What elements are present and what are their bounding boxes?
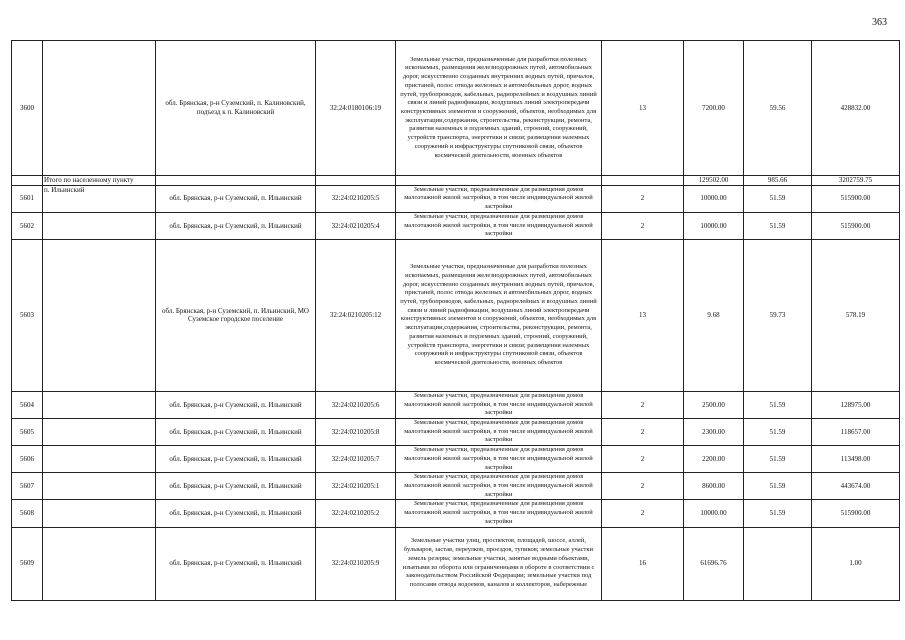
locality-cell — [43, 527, 156, 600]
row-number-cell: 5603 — [12, 239, 43, 391]
use-group-code-cell — [602, 176, 684, 186]
land-cadastral-table — [11, 40, 900, 601]
locality-cell — [43, 419, 156, 446]
area-cell: 7200.00 — [684, 41, 744, 176]
use-group-code-cell: 2 — [602, 419, 684, 446]
use-group-code-cell: 2 — [602, 391, 684, 418]
cadastral-rate-cell: 51.59 — [744, 212, 812, 239]
row-number-cell: 5608 — [12, 500, 43, 527]
cadastral-value-cell: 1.00 — [812, 527, 900, 600]
area-cell: 9.68 — [684, 239, 744, 391]
cadastral-rate-cell: 59.56 — [744, 41, 812, 176]
use-group-code-cell: 16 — [602, 527, 684, 600]
area-cell: 10000.00 — [684, 500, 744, 527]
table-row — [12, 419, 900, 446]
cadastral-value-cell: 113498.00 — [812, 446, 900, 473]
table-row — [12, 473, 900, 500]
cadastral-rate-cell: 51.59 — [744, 446, 812, 473]
cadastral-value-cell: 3202759.75 — [812, 176, 900, 186]
locality-cell — [43, 212, 156, 239]
row-number-cell: 5607 — [12, 473, 43, 500]
address-cell: обл. Брянская, р-н Суземский, п. Ильинский — [156, 473, 316, 500]
total-label-cell: Итого по населенному пункту — [43, 176, 156, 186]
cadastral-value-cell: 118657.00 — [812, 419, 900, 446]
locality-cell — [43, 391, 156, 418]
area-cell: 129502.00 — [684, 176, 744, 186]
use-group-code-cell: 13 — [602, 41, 684, 176]
area-cell: 10000.00 — [684, 212, 744, 239]
cadastral-value-cell: 443674.00 — [812, 473, 900, 500]
row-number-cell: 3600 — [12, 41, 43, 176]
area-cell: 10000.00 — [684, 185, 744, 212]
address-cell: обл. Брянская, р-н Суземский, п. Ильинский — [156, 391, 316, 418]
land-use-description-cell: Земельные участки, предназначенные для размещения домов малоэтажной жилой застройки, в том числе индивидуальной жилой застройки — [396, 419, 602, 446]
cadastral-value-cell: 128975.00 — [812, 391, 900, 418]
cadastral-rate-cell: 985.66 — [744, 176, 812, 186]
land-use-description-cell: Земельные участки улиц, проспектов, площадей, шоссе, аллей, бульваров, застав, переулков, проездов, тупиков; земельные участки земель резерва; земельные участки, занятые водными объектами, изъятыми из оборота или ограниченными в обороте в соответствии с законодательством Российской Федерации; земельные участки под полосами отвода водоемов, каналов и коллекторов, набережные — [396, 527, 602, 600]
row-number-cell: 5609 — [12, 527, 43, 600]
cadastral-rate-cell: 51.59 — [744, 473, 812, 500]
cadastral-rate-cell: 51.59 — [744, 500, 812, 527]
cadastral-number-cell: 32:24:0210205:7 — [316, 446, 396, 473]
use-group-code-cell: 2 — [602, 500, 684, 527]
land-use-description-cell: Земельные участки, предназначенные для разработки полезных ископаемых, размещения железнодорожных путей, автомобильных дорог, искусственно созданных внутренних водных путей, причалов, пристаней, полос отвода железных и автомобильных дорог, водных путей, трубопроводов, кабельных, радиорелейных и воздушных линий связи и линий радиофикации, воздушных линий электропередачи конструктивных элементов и сооружений, объектов, необходимых для эксплуатации,содержания, строительства, реконструкции, ремонта, развития наземных и подземных зданий, строений, сооружений, устройств транспорта, энергетики и связи; размещения наземных сооружений и инфраструктуры спутниковой связи, объектов космической деятельности, военных объектов — [396, 239, 602, 391]
cadastral-value-cell: 428832.00 — [812, 41, 900, 176]
area-cell: 8600.00 — [684, 473, 744, 500]
cadastral-rate-cell: 51.59 — [744, 185, 812, 212]
cadastral-number-cell: 32:24:0210205:1 — [316, 473, 396, 500]
area-cell: 2200.00 — [684, 446, 744, 473]
area-cell: 61696.76 — [684, 527, 744, 600]
cadastral-number-cell: 32:24:0180106:19 — [316, 41, 396, 176]
cadastral-value-cell: 578.19 — [812, 239, 900, 391]
cadastral-number-cell — [316, 176, 396, 186]
land-use-description-cell: Земельные участки, предназначенные для размещения домов малоэтажной жилой застройки, в том числе индивидуальной жилой застройки — [396, 473, 602, 500]
address-cell: обл. Брянская, р-н Суземский, п. Ильинский — [156, 212, 316, 239]
use-group-code-cell: 13 — [602, 239, 684, 391]
locality-cell — [43, 473, 156, 500]
locality-cell: п. Ильинский — [43, 185, 156, 212]
row-number-cell: 5601 — [12, 185, 43, 212]
cadastral-value-cell: 515900.00 — [812, 500, 900, 527]
cadastral-rate-cell: 51.59 — [744, 419, 812, 446]
address-cell: обл. Брянская, р-н Суземский, п. Ильинский — [156, 446, 316, 473]
row-number-cell: 5606 — [12, 446, 43, 473]
table-row — [12, 500, 900, 527]
cadastral-number-cell: 32:24:0210205:12 — [316, 239, 396, 391]
cadastral-number-cell: 32:24:0210205:4 — [316, 212, 396, 239]
table-row — [12, 185, 900, 212]
land-use-description-cell: Земельные участки, предназначенные для размещения домов малоэтажной жилой застройки, в том числе индивидуальной жилой застройки — [396, 500, 602, 527]
locality-cell — [43, 239, 156, 391]
cadastral-value-cell: 515900.00 — [812, 185, 900, 212]
table-row — [12, 527, 900, 600]
table-row — [12, 212, 900, 239]
address-cell: обл. Брянская, р-н Суземский, п. Калиновский, подъезд к п. Калиновский — [156, 41, 316, 176]
use-group-code-cell: 2 — [602, 212, 684, 239]
address-cell: обл. Брянская, р-н Суземский, п. Ильинский, МО Суземское городское поселение — [156, 239, 316, 391]
table-row — [12, 391, 900, 418]
cadastral-rate-cell — [744, 527, 812, 600]
cadastral-rate-cell: 59.73 — [744, 239, 812, 391]
locality-cell — [43, 41, 156, 176]
land-use-description-cell: Земельные участки, предназначенные для размещения домов малоэтажной жилой застройки, в том числе индивидуальной жилой застройки — [396, 185, 602, 212]
cadastral-number-cell: 32:24:0210205:5 — [316, 185, 396, 212]
total-row — [12, 176, 900, 186]
address-cell — [156, 176, 316, 186]
cadastral-number-cell: 32:24:0210205:2 — [316, 500, 396, 527]
land-use-description-cell: Земельные участки, предназначенные для размещения домов малоэтажной жилой застройки, в том числе индивидуальной жилой застройки — [396, 446, 602, 473]
area-cell: 2500.00 — [684, 391, 744, 418]
cadastral-value-cell: 515900.00 — [812, 212, 900, 239]
land-use-description-cell — [396, 176, 602, 186]
address-cell: обл. Брянская, р-н Суземский, п. Ильинский — [156, 500, 316, 527]
locality-cell — [43, 500, 156, 527]
use-group-code-cell: 2 — [602, 446, 684, 473]
land-use-description-cell: Земельные участки, предназначенные для размещения домов малоэтажной жилой застройки, в том числе индивидуальной жилой застройки — [396, 391, 602, 418]
address-cell: обл. Брянская, р-н Суземский, п. Ильинский — [156, 185, 316, 212]
cadastral-rate-cell: 51.59 — [744, 391, 812, 418]
page-number: 363 — [872, 17, 887, 28]
row-number-cell: 5605 — [12, 419, 43, 446]
locality-cell — [43, 446, 156, 473]
row-number-cell: 5602 — [12, 212, 43, 239]
use-group-code-cell: 2 — [602, 185, 684, 212]
cadastral-number-cell: 32:24:0210205:6 — [316, 391, 396, 418]
address-cell: обл. Брянская, р-н Суземский, п. Ильинский — [156, 419, 316, 446]
use-group-code-cell: 2 — [602, 473, 684, 500]
cadastral-number-cell: 32:24:0210205:8 — [316, 419, 396, 446]
land-use-description-cell: Земельные участки, предназначенные для разработки полезных ископаемых, размещения железнодорожных путей, автомобильных дорог, искусственно созданных внутренних водных путей, причалов, пристаней, полос отвода железных и автомобильных дорог, водных путей, трубопроводов, кабельных, радиорелейных и воздушных линий связи и линий радиофикации, воздушных линий электропередачи конструктивных элементов и сооружений, объектов, необходимых для эксплуатации,содержания, строительства, реконструкции, ремонта, развития наземных и подземных зданий, строений, сооружений, устройств транспорта, энергетики и связи; размещения наземных сооружений и инфраструктуры спутниковой связи, объектов космической деятельности, военных объектов — [396, 41, 602, 176]
table-row — [12, 239, 900, 391]
row-number-cell — [12, 176, 43, 186]
area-cell: 2300.00 — [684, 419, 744, 446]
land-use-description-cell: Земельные участки, предназначенные для размещения домов малоэтажной жилой застройки, в том числе индивидуальной жилой застройки — [396, 212, 602, 239]
table-row — [12, 446, 900, 473]
table-row — [12, 41, 900, 176]
address-cell: обл. Брянская, р-н Суземский, п. Ильинский — [156, 527, 316, 600]
cadastral-number-cell: 32:24:0210205:9 — [316, 527, 396, 600]
row-number-cell: 5604 — [12, 391, 43, 418]
